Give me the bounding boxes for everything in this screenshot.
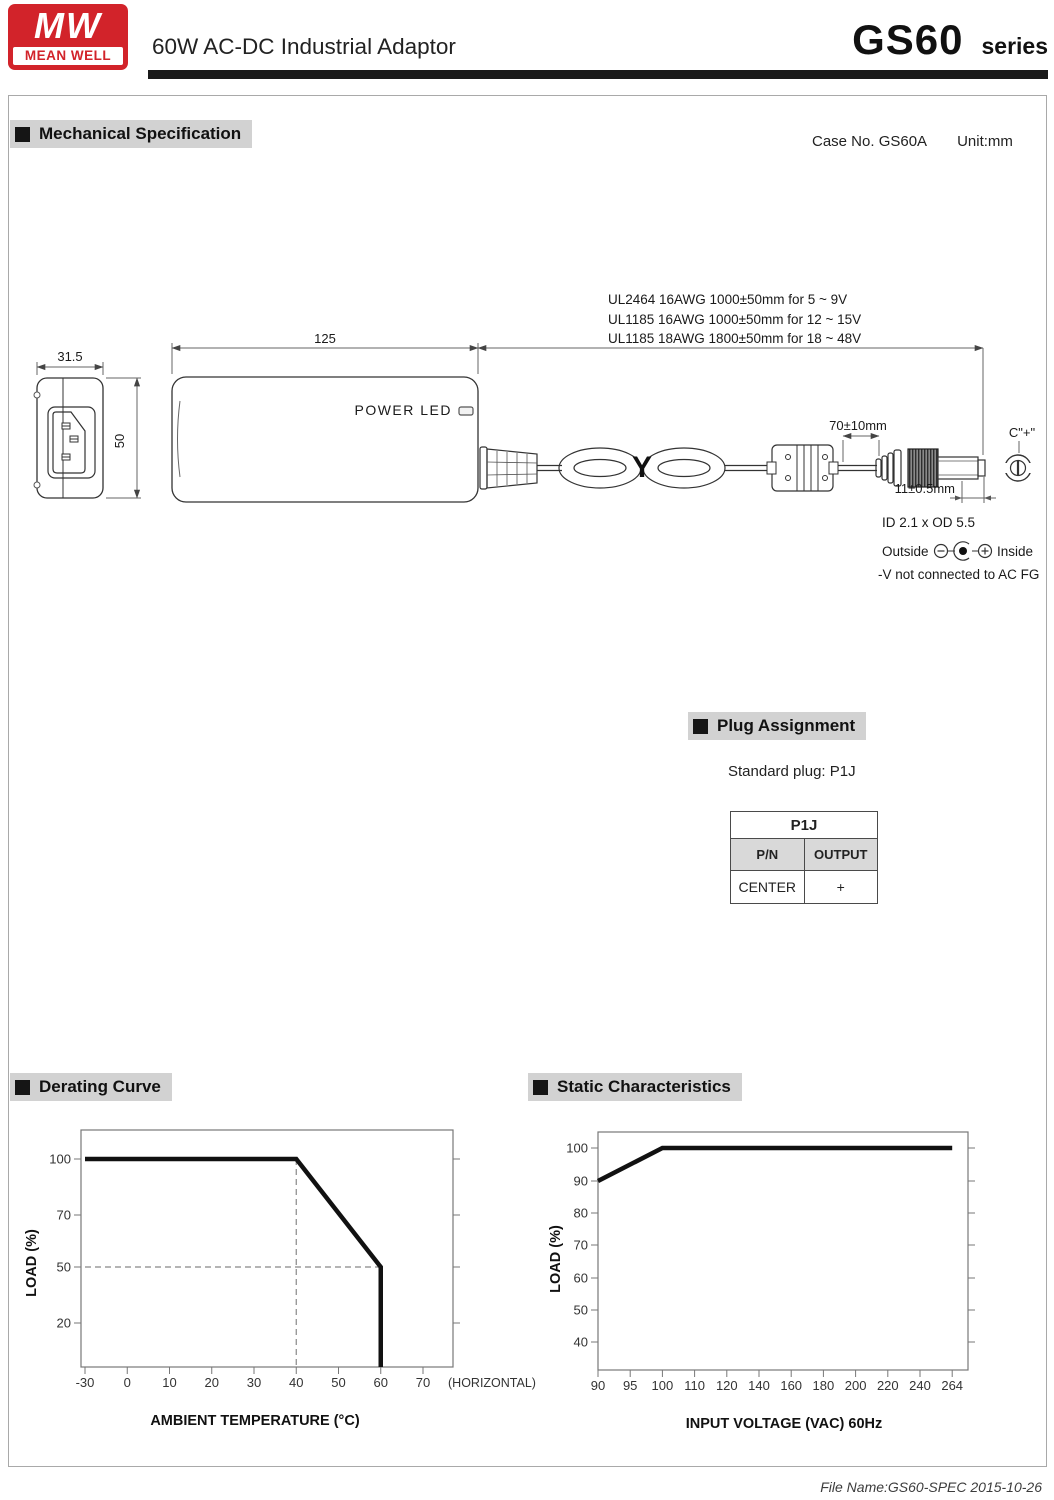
plug-table-header-pn: P/N [731,839,805,871]
section-derating-curve [10,1073,172,1101]
inside-label: Inside [997,544,1034,559]
plug-table-title: P1J [731,812,878,839]
svg-text:0: 0 [123,1375,131,1390]
standard-plug-note: Standard plug: P1J [728,763,856,780]
logo-mw-text: MW [34,5,102,46]
plug-assignment-table [730,811,878,904]
svg-text:60: 60 [573,1270,588,1286]
dim-height: 50 [112,433,127,449]
dim-plug-length: 11±0.5mm [894,481,955,496]
case-note [812,133,1013,150]
mechanical-drawing [0,285,1054,605]
cable-spec-1: UL2464 16AWG 1000±50mm for 5 ~ 9V [608,292,848,307]
strain-relief-boot [480,447,537,489]
section-label: Plug Assignment [717,716,856,735]
svg-text:20: 20 [56,1315,71,1331]
svg-text:110: 110 [684,1378,705,1393]
svg-text:AMBIENT TEMPERATURE (°C): AMBIENT TEMPERATURE (°C) [150,1413,360,1429]
svg-text:180: 180 [812,1378,835,1393]
svg-text:100: 100 [49,1151,71,1167]
power-led-label: POWER LED [354,402,452,418]
svg-text:40: 40 [573,1334,588,1350]
svg-text:100: 100 [566,1140,588,1156]
svg-text:-30: -30 [75,1375,95,1390]
outside-label: Outside [882,544,929,559]
header-rule [148,70,1048,79]
meanwell-logo [8,4,128,70]
series-name: GS60 [852,16,964,63]
cable-tie-mark: Y [631,451,653,484]
svg-text:70: 70 [573,1237,588,1253]
series-title [852,16,1048,64]
svg-text:90: 90 [590,1378,606,1393]
plug-table-header-output: OUTPUT [804,839,878,871]
plug-tip-label: C"+" [1008,425,1036,440]
svg-text:50: 50 [56,1259,71,1275]
derating-chart [0,1120,545,1450]
plug-front-view [1002,455,1034,481]
series-suffix: series [981,33,1048,59]
svg-text:LOAD (%): LOAD (%) [548,1225,564,1293]
section-label: Static Characteristics [557,1077,731,1096]
svg-text:LOAD (%): LOAD (%) [24,1229,40,1297]
logo-meanwell-text: MEAN WELL [13,47,123,65]
svg-text:50: 50 [573,1302,588,1318]
svg-text:100: 100 [651,1378,674,1393]
section-label: Mechanical Specification [39,124,242,143]
file-name-note: File Name:GS60-SPEC 2015-10-26 [820,1479,1042,1495]
unit-note: Unit:mm [957,133,1013,150]
svg-text:200: 200 [844,1378,867,1393]
ferrite-core [767,445,838,491]
plug-table-cell-pn: CENTER [731,871,805,904]
drawing-labels [57,292,1039,582]
svg-text:160: 160 [780,1378,803,1393]
svg-text:220: 220 [876,1378,899,1393]
svg-text:95: 95 [622,1378,638,1393]
ac-inlet-view [34,378,103,498]
center-pin-icon [959,547,967,555]
dim-length: 125 [314,331,336,346]
svg-text:120: 120 [715,1378,738,1393]
page-title: 60W AC-DC Industrial Adaptor [152,34,456,59]
section-bullet-icon [533,1080,548,1095]
plug-table-cell-output: + [804,871,878,904]
svg-text:70: 70 [415,1375,431,1390]
plug-size-label: ID 2.1 x OD 5.5 [882,515,976,530]
svg-text:264: 264 [941,1378,964,1393]
static-characteristics-chart [525,1120,1054,1450]
dim-ferrite-to-plug: 70±10mm [829,418,887,433]
plug-shaft [938,457,978,479]
svg-text:40: 40 [289,1375,304,1390]
power-led-indicator [459,407,473,415]
dim-width: 31.5 [57,349,83,364]
section-plug-assignment [688,712,866,740]
svg-text:70: 70 [56,1207,71,1223]
cable-spec-3: UL1185 18AWG 1800±50mm for 18 ~ 48V [608,331,862,346]
polarity-symbol [935,542,992,560]
svg-text:240: 240 [909,1378,931,1393]
svg-text:INPUT VOLTAGE (VAC) 60Hz: INPUT VOLTAGE (VAC) 60Hz [685,1416,883,1432]
section-bullet-icon [15,127,30,142]
svg-text:20: 20 [204,1375,219,1390]
svg-text:(HORIZONTAL): (HORIZONTAL) [448,1376,536,1390]
adapter-body [172,377,478,502]
iec-socket-outline [53,412,85,473]
svg-text:50: 50 [331,1375,346,1390]
svg-text:10: 10 [162,1375,177,1390]
fg-note: -V not connected to AC FG [878,567,1040,582]
iec-pin-slots [62,423,78,460]
svg-text:90: 90 [573,1173,588,1189]
svg-text:60: 60 [373,1375,388,1390]
section-static-characteristics [528,1073,742,1101]
section-bullet-icon [693,719,708,734]
section-mechanical-specification [10,120,252,148]
svg-text:80: 80 [573,1205,588,1221]
cable-spec-2: UL1185 16AWG 1000±50mm for 12 ~ 15V [608,312,862,327]
case-number: Case No. GS60A [812,133,928,150]
section-label: Derating Curve [39,1077,161,1096]
output-cable [537,466,877,471]
plug-tip [978,460,985,476]
svg-text:30: 30 [246,1375,262,1390]
section-bullet-icon [15,1080,30,1095]
svg-text:140: 140 [748,1378,770,1393]
